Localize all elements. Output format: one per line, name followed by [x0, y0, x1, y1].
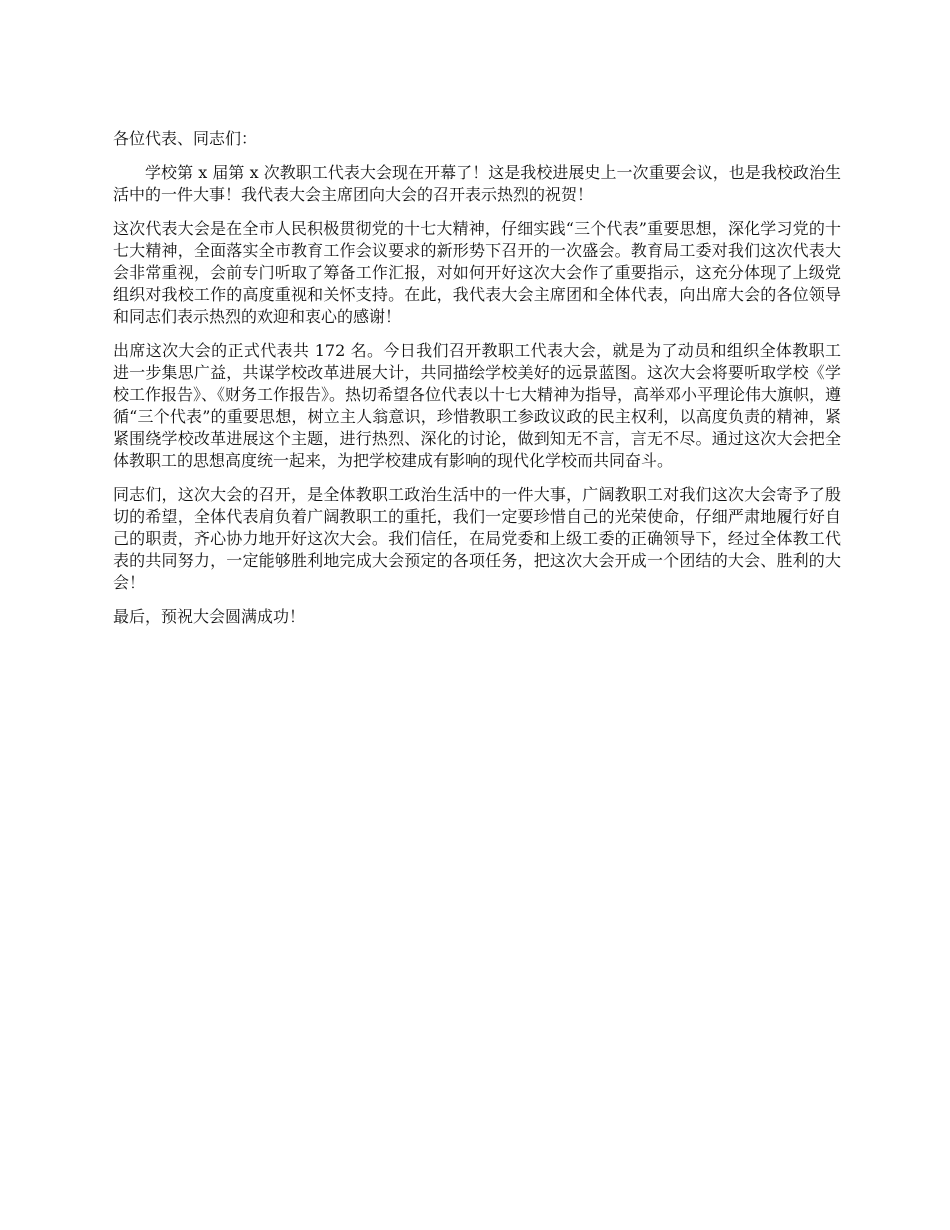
document-body	[113, 128, 841, 640]
paragraph-call-to-action: 同志们，这次大会的召开，是全体教职工政治生活中的一件大事，广阔教职工对我们这次大会寄予了殷切的希望，全体代表肩负着广阔教职工的重托，我们一定要珍惜自己的光荣使命，仔细严肃地履行好自己的职责，齐心协力地开好这次大会。我们信任，在局党委和上级工委的正确领导下，经过全体教工代表的共同努力，一定能够胜利地完成大会预定的各项任务，把这次大会开成一个团结的大会、胜利的大会！	[113, 485, 841, 592]
paragraph-background: 这次代表大会是在全市人民积极贯彻党的十七大精神，仔细实践“三个代表”重要思想，深化学习党的十七大精神，全面落实全市教育工作会议要求的新形势下召开的一次盛会。教育局工委对我们这次代表大会非常重视，会前专门听取了筹备工作汇报，对如何开好这次大会作了重要指示，这充分体现了上级党组织对我校工作的高度重视和关怀支持。在此，我代表大会主席团和全体代表，向出席大会的各位领导和同志们表示热烈的欢迎和衷心的感谢！	[113, 219, 841, 326]
salutation: 各位代表、同志们：	[113, 129, 258, 148]
paragraph-opening: 学校第 x 届第 x 次教职工代表大会现在开幕了！这是我校进展史上一次重要会议，也是我校政治生活中的一件大事！我代表大会主席团向大会的召开表示热烈的祝贺！	[113, 163, 841, 204]
paragraph-agenda: 出席这次大会的正式代表共 172 名。今日我们召开教职工代表大会，就是为了动员和组织全体教职工进一步集思广益，共谋学校改革进展大计，共同描绘学校美好的远景蓝图。这次大会将要听取学校《学校工作报告》、《财务工作报告》。热切希望各位代表以十七大精神为指导，高举邓小平理论伟大旗帜，遵循“三个代表”的重要思想，树立主人翁意识，珍惜教职工参政议政的民主权利，以高度负责的精神，紧紧围绕学校改革进展这个主题，进行热烈、深化的讨论，做到知无不言，言无不尽。通过这次大会把全体教职工的思想高度统一起来，为把学校建成有影响的现代化学校而共同奋斗。	[113, 341, 842, 470]
paragraph-closing: 最后，预祝大会圆满成功！	[113, 607, 306, 626]
